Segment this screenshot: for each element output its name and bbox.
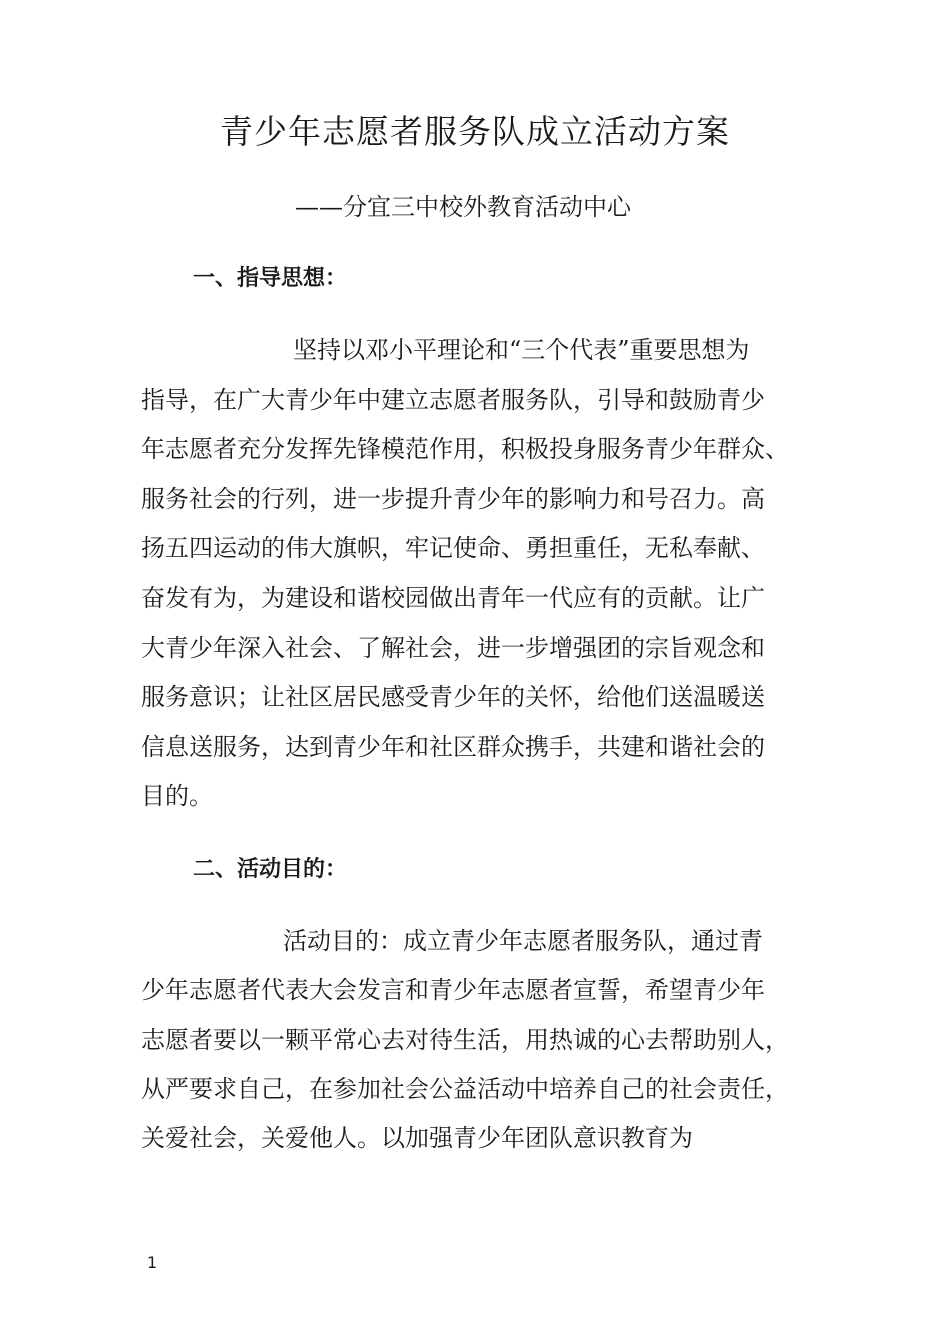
paragraph-line: 服务社会的行列，进一步提升青少年的影响力和号召力。高 <box>141 484 765 513</box>
paragraph-guiding-ideology <box>141 326 831 822</box>
paragraph-line: 大青少年深入社会、了解社会，进一步增强团的宗旨观念和 <box>141 633 765 662</box>
paragraph-line: 信息送服务，达到青少年和社区群众携手，共建和谐社会的 <box>141 732 765 761</box>
page-number: 1 <box>147 1253 158 1272</box>
paragraph-line: 少年志愿者代表大会发言和青少年志愿者宣誓，希望青少年 <box>141 976 765 1005</box>
section-heading-activity-purpose: 二、活动目的： <box>193 857 348 882</box>
paragraph-line: 扬五四运动的伟大旗帜，牢记使命、勇担重任，无私奉献、 <box>141 534 765 563</box>
paragraph-line: 目的。 <box>141 782 213 811</box>
section-heading-guiding-ideology: 一、指导思想： <box>193 266 348 291</box>
paragraph-line: 坚持以邓小平理论和“三个代表”重要思想为 <box>293 336 750 364</box>
paragraph-activity-purpose <box>141 917 831 1163</box>
paragraph-line: 从严要求自己，在参加社会公益活动中培养自己的社会责任， <box>141 1074 789 1103</box>
document-subtitle: ——分宜三中校外教育活动中心 <box>295 193 631 221</box>
paragraph-line: 志愿者要以一颗平常心去对待生活，用热诚的心去帮助别人， <box>141 1025 789 1054</box>
document-title: 青少年志愿者服务队成立活动方案 <box>220 112 730 151</box>
paragraph-line: 活动目的：成立青少年志愿者服务队，通过青 <box>283 927 763 955</box>
paragraph-line: 年志愿者充分发挥先锋模范作用，积极投身服务青少年群众、 <box>141 435 789 464</box>
paragraph-line: 服务意识；让社区居民感受青少年的关怀，给他们送温暖送 <box>141 683 765 712</box>
paragraph-line: 奋发有为，为建设和谐校园做出青年一代应有的贡献。让广 <box>141 583 765 612</box>
paragraph-line: 指导，在广大青少年中建立志愿者服务队，引导和鼓励青少 <box>141 385 765 414</box>
paragraph-line: 关爱社会，关爱他人。以加强青少年团队意识教育为 <box>141 1124 693 1153</box>
